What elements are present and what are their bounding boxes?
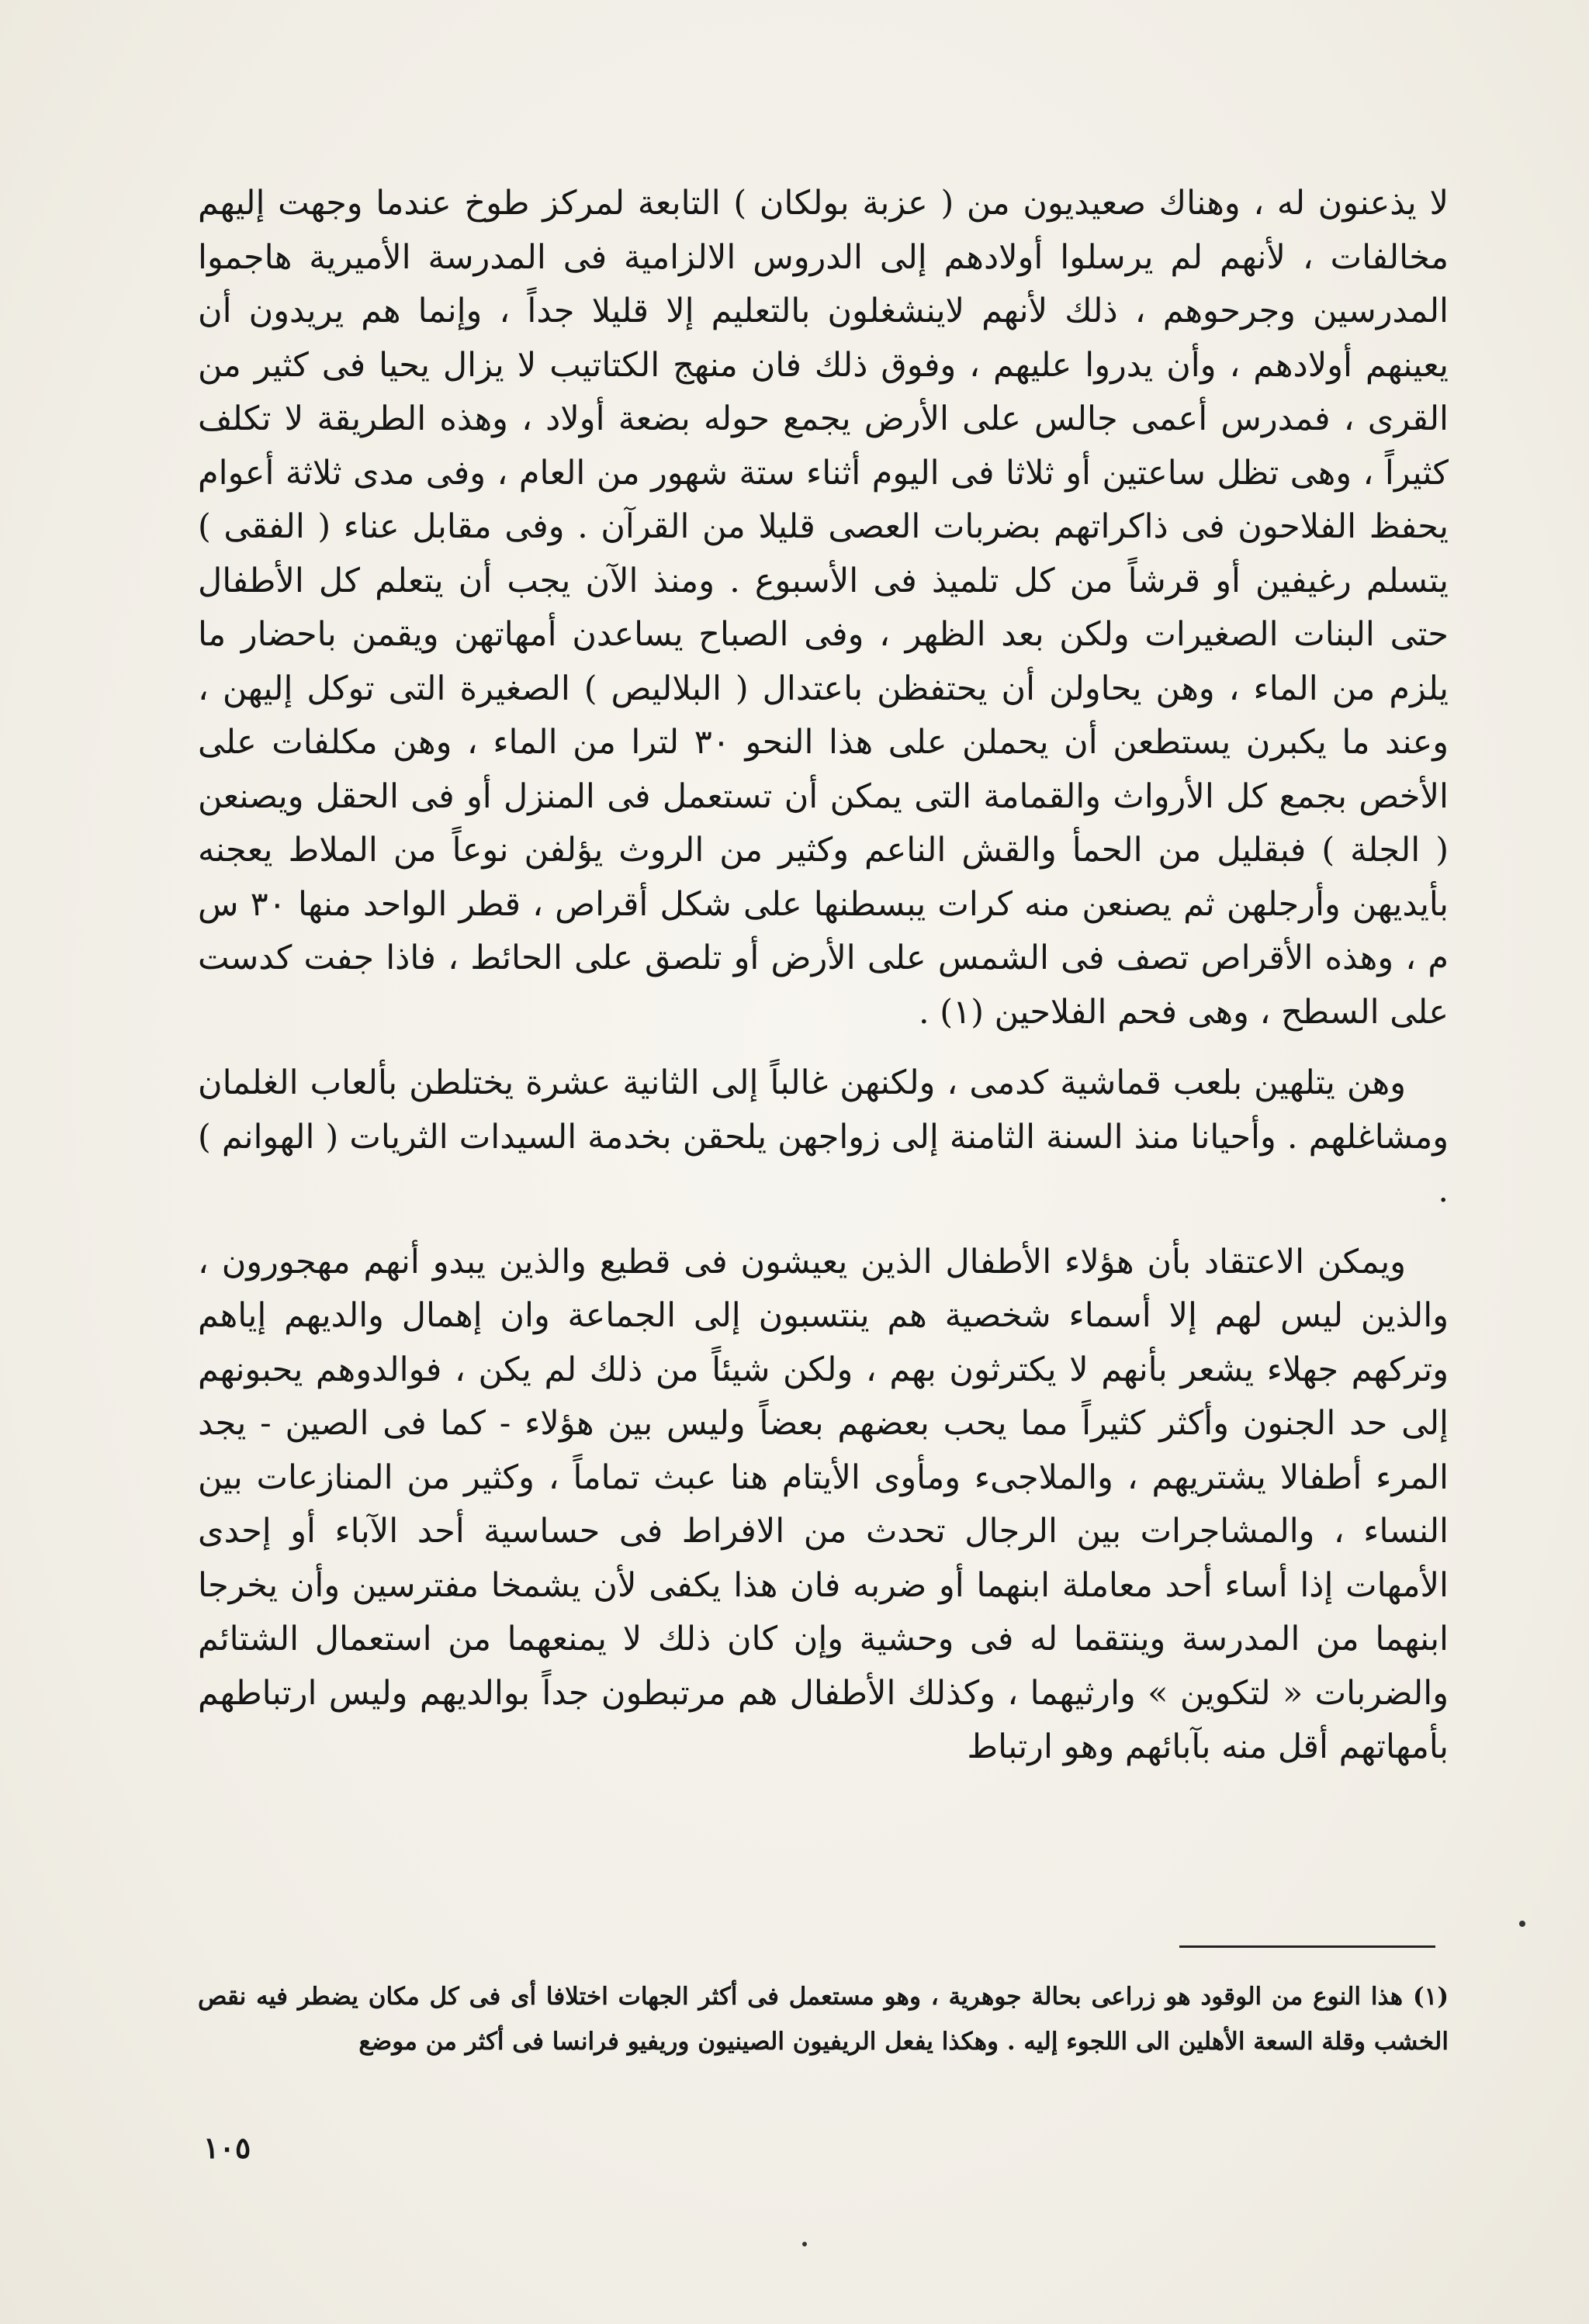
body-text [198,177,1449,1775]
footnote-separator [1179,1945,1435,1948]
paragraph-2: وهن يتلهين بلعب قماشية كدمى ، ولكنهن غالباً إلى الثانية عشرة يختلطن بألعاب الغلمان ومشاغلهم . وأحيانا منذ السنة الثامنة إلى زواجهن يلحقن بخدمة السيدات الثريات ( الهوانم ) . [198,1063,1449,1210]
footnote-text: (١) هذا النوع من الوقود هو زراعى بحالة جوهرية ، وهو مستعمل فى أكثر الجهات اختلافا أى فى كل مكان يضطر فيه نقص الخشب وقلة السعة الأهلين الى اللجوء إليه . وهكذا يفعل الريفيون الصينيون وريفيو فرانسا فى أكثر من موضع [198,1983,1449,2056]
footnote [198,1974,1449,2064]
scan-speck [802,2242,807,2246]
paragraph-gap [198,1219,1449,1236]
paragraph-3: ويمكن الاعتقاد بأن هؤلاء الأطفال الذين يعيشون فى قطيع والذين يبدو أنهم مهجورون ، والذين ليس لهم إلا أسماء شخصية هم ينتسبون إلى الجماعة وان إهمال والديهم إياهم وتركهم جهلاء يشعر بأنهم لا يكترثون بهم ، ولكن شيئاً من ذلك لم يكن ، فوالدوهم يحبونهم إلى حد الجنون وأكثر كثيراً مما يحب بعضهم بعضاً وليس بين هؤلاء - كما فى الصين - يجد المرء أطفالا يشتريهم ، والملاجىء ومأوى الأيتام هنا عبث تماماً ، وكثير من المنازعات بين النساء ، والمشاجرات بين الرجال تحدث من الافراط فى حساسية أحد الآباء أو إحدى الأمهات إذا أساء أحد معاملة ابنهما أو ضربه فان هذا يكفى لأن يشمخا مفترسين وأن يخرجا ابنهما من المدرسة وينتقما له فى وحشية وإن كان ذلك لا يمنعهما من استعمال الشتائم والضربات « لتكوين » وارثيهما ، وكذلك الأطفال هم مرتبطون جداً بوالديهم وليس ارتباطهم بأمهاتهم أقل منه بآبائهم وهو ارتباط [198,1242,1449,1766]
scan-speck [1519,1921,1525,1927]
paragraph-gap [198,1039,1449,1057]
page-number: ١٠٥ [203,2130,251,2165]
paragraph-1: لا يذعنون له ، وهناك صعيديون من ( عزبة بولكان ) التابعة لمركز طوخ عندما وجهت إليهم مخالفات ، لأنهم لم يرسلوا أولادهم إلى الدروس الالزامية فى المدرسة الأميرية هاجموا المدرسين وجرحوهم ، ذلك لأنهم لاينشغلون بالتعليم إلا قليلا جداً ، وإنما هم يريدون أن يعينهم أولادهم ، وأن يدروا عليهم ، وفوق ذلك فان منهج الكتاتيب لا يزال يحيا فى كثير من القرى ، فمدرس أعمى جالس على الأرض يجمع حوله بضعة أولاد ، وهذه الطريقة لا تكلف كثيراً ، وهى تظل ساعتين أو ثلاثا فى اليوم أثناء ستة شهور من العام ، وفى مدى ثلاثة أعوام يحفظ الفلاحون فى ذاكراتهم بضربات العصى قليلا من القرآن . وفى مقابل عناء ( الفقى ) يتسلم رغيفين أو قرشاً من كل تلميذ فى الأسبوع . ومنذ الآن يجب أن يتعلم كل الأطفال حتى البنات الصغيرات ولكن بعد الظهر ، وفى الصباح يساعدن أمهاتهن ويقمن باحضار ما يلزم من الماء ، وهن يحاولن أن يحتفظن باعتدال ( البلاليص ) الصغيرة التى توكل إليهن ، وعند ما يكبرن يستطعن أن يحملن على هذا النحو ٣٠ لترا من الماء ، وهن مكلفات على الأخص بجمع كل الأرواث والقمامة التى يمكن أن تستعمل فى المنزل أو فى الحقل ويصنعن ( الجلة ) فبقليل من الحمأ والقش الناعم وكثير من الروث يؤلفن نوعاً من الملاط يعجنه بأيديهن وأرجلهن ثم يصنعن منه كرات يبسطنها على شكل أقراص ، قطر الواحد منها ٣٠ س م ، وهذه الأقراص تصف فى الشمس على الأرض أو تلصق على الحائط ، فاذا جفت كدست على السطح ، وهى فحم الفلاحين (١) . [198,184,1449,1032]
